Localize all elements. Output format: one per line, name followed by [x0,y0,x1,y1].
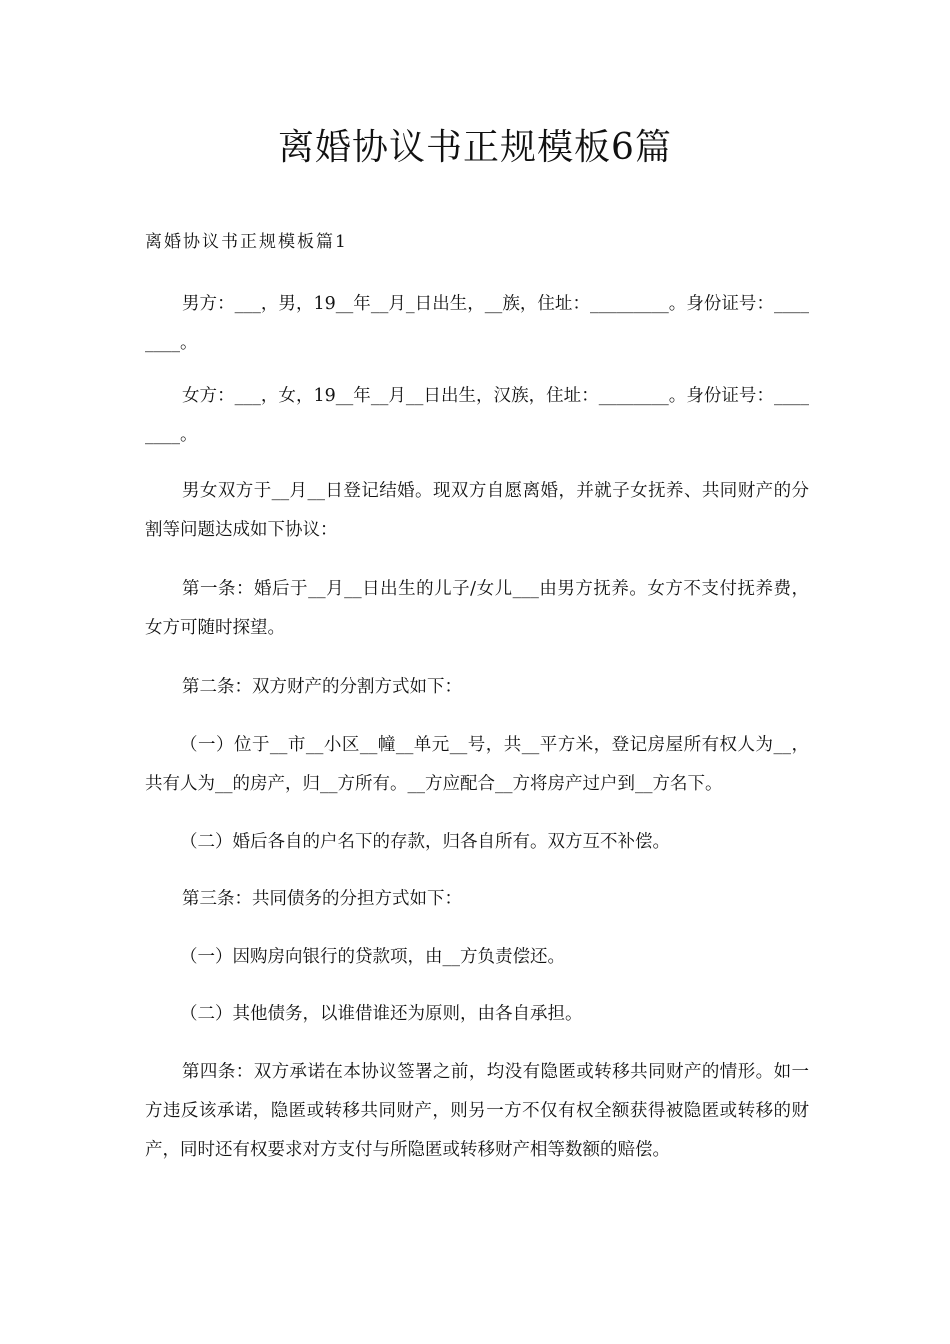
paragraph-female-party: 女方：___，女，19__年__月__日出生，汉族，住址：________。身份证号：________。 [145,386,809,445]
paragraph-male-party: 男方：___，男，19__年__月_日出生，__族，住址：_________。身份证号：________。 [145,294,809,353]
paragraph-article-2-item-1: （一）位于__市__小区__幢__单元__号，共__平方米，登记房屋所有权人为__，共有人为__的房产，归__方所有。__方应配合__方将房产过户到__方名下。 [145,735,809,794]
section-heading: 离婚协议书正规模板篇1 [145,232,348,252]
paragraph-article-2: 第二条：双方财产的分割方式如下： [182,677,462,697]
paragraph-article-4: 第四条：双方承诺在本协议签署之前，均没有隐匿或转移共同财产的情形。如一方违反该承诺，隐匿或转移共同财产，则另一方不仅有权全额获得被隐匿或转移的财产，同时还有权要求对方支付与所隐匿或转移财产相等数额的赔偿。 [145,1062,809,1160]
paragraph-article-3: 第三条：共同债务的分担方式如下： [182,889,462,909]
document-title: 离婚协议书正规模板6篇 [278,127,672,168]
paragraph-article-3-item-1: （一）因购房向银行的贷款项，由__方负责偿还。 [180,947,565,967]
paragraph-article-3-item-2: （二）其他债务，以谁借谁还为原则，由各自承担。 [180,1004,583,1024]
paragraph-article-1: 第一条：婚后于__月__日出生的儿子/女儿___由男方抚养。女方不支付抚养费，女方可随时探望。 [145,579,809,638]
paragraph-agreement-intro: 男女双方于__月__日登记结婚。现双方自愿离婚，并就子女抚养、共同财产的分割等问题达成如下协议： [145,481,809,540]
paragraph-article-2-item-2: （二）婚后各自的户名下的存款，归各自所有。双方互不补偿。 [180,832,670,852]
